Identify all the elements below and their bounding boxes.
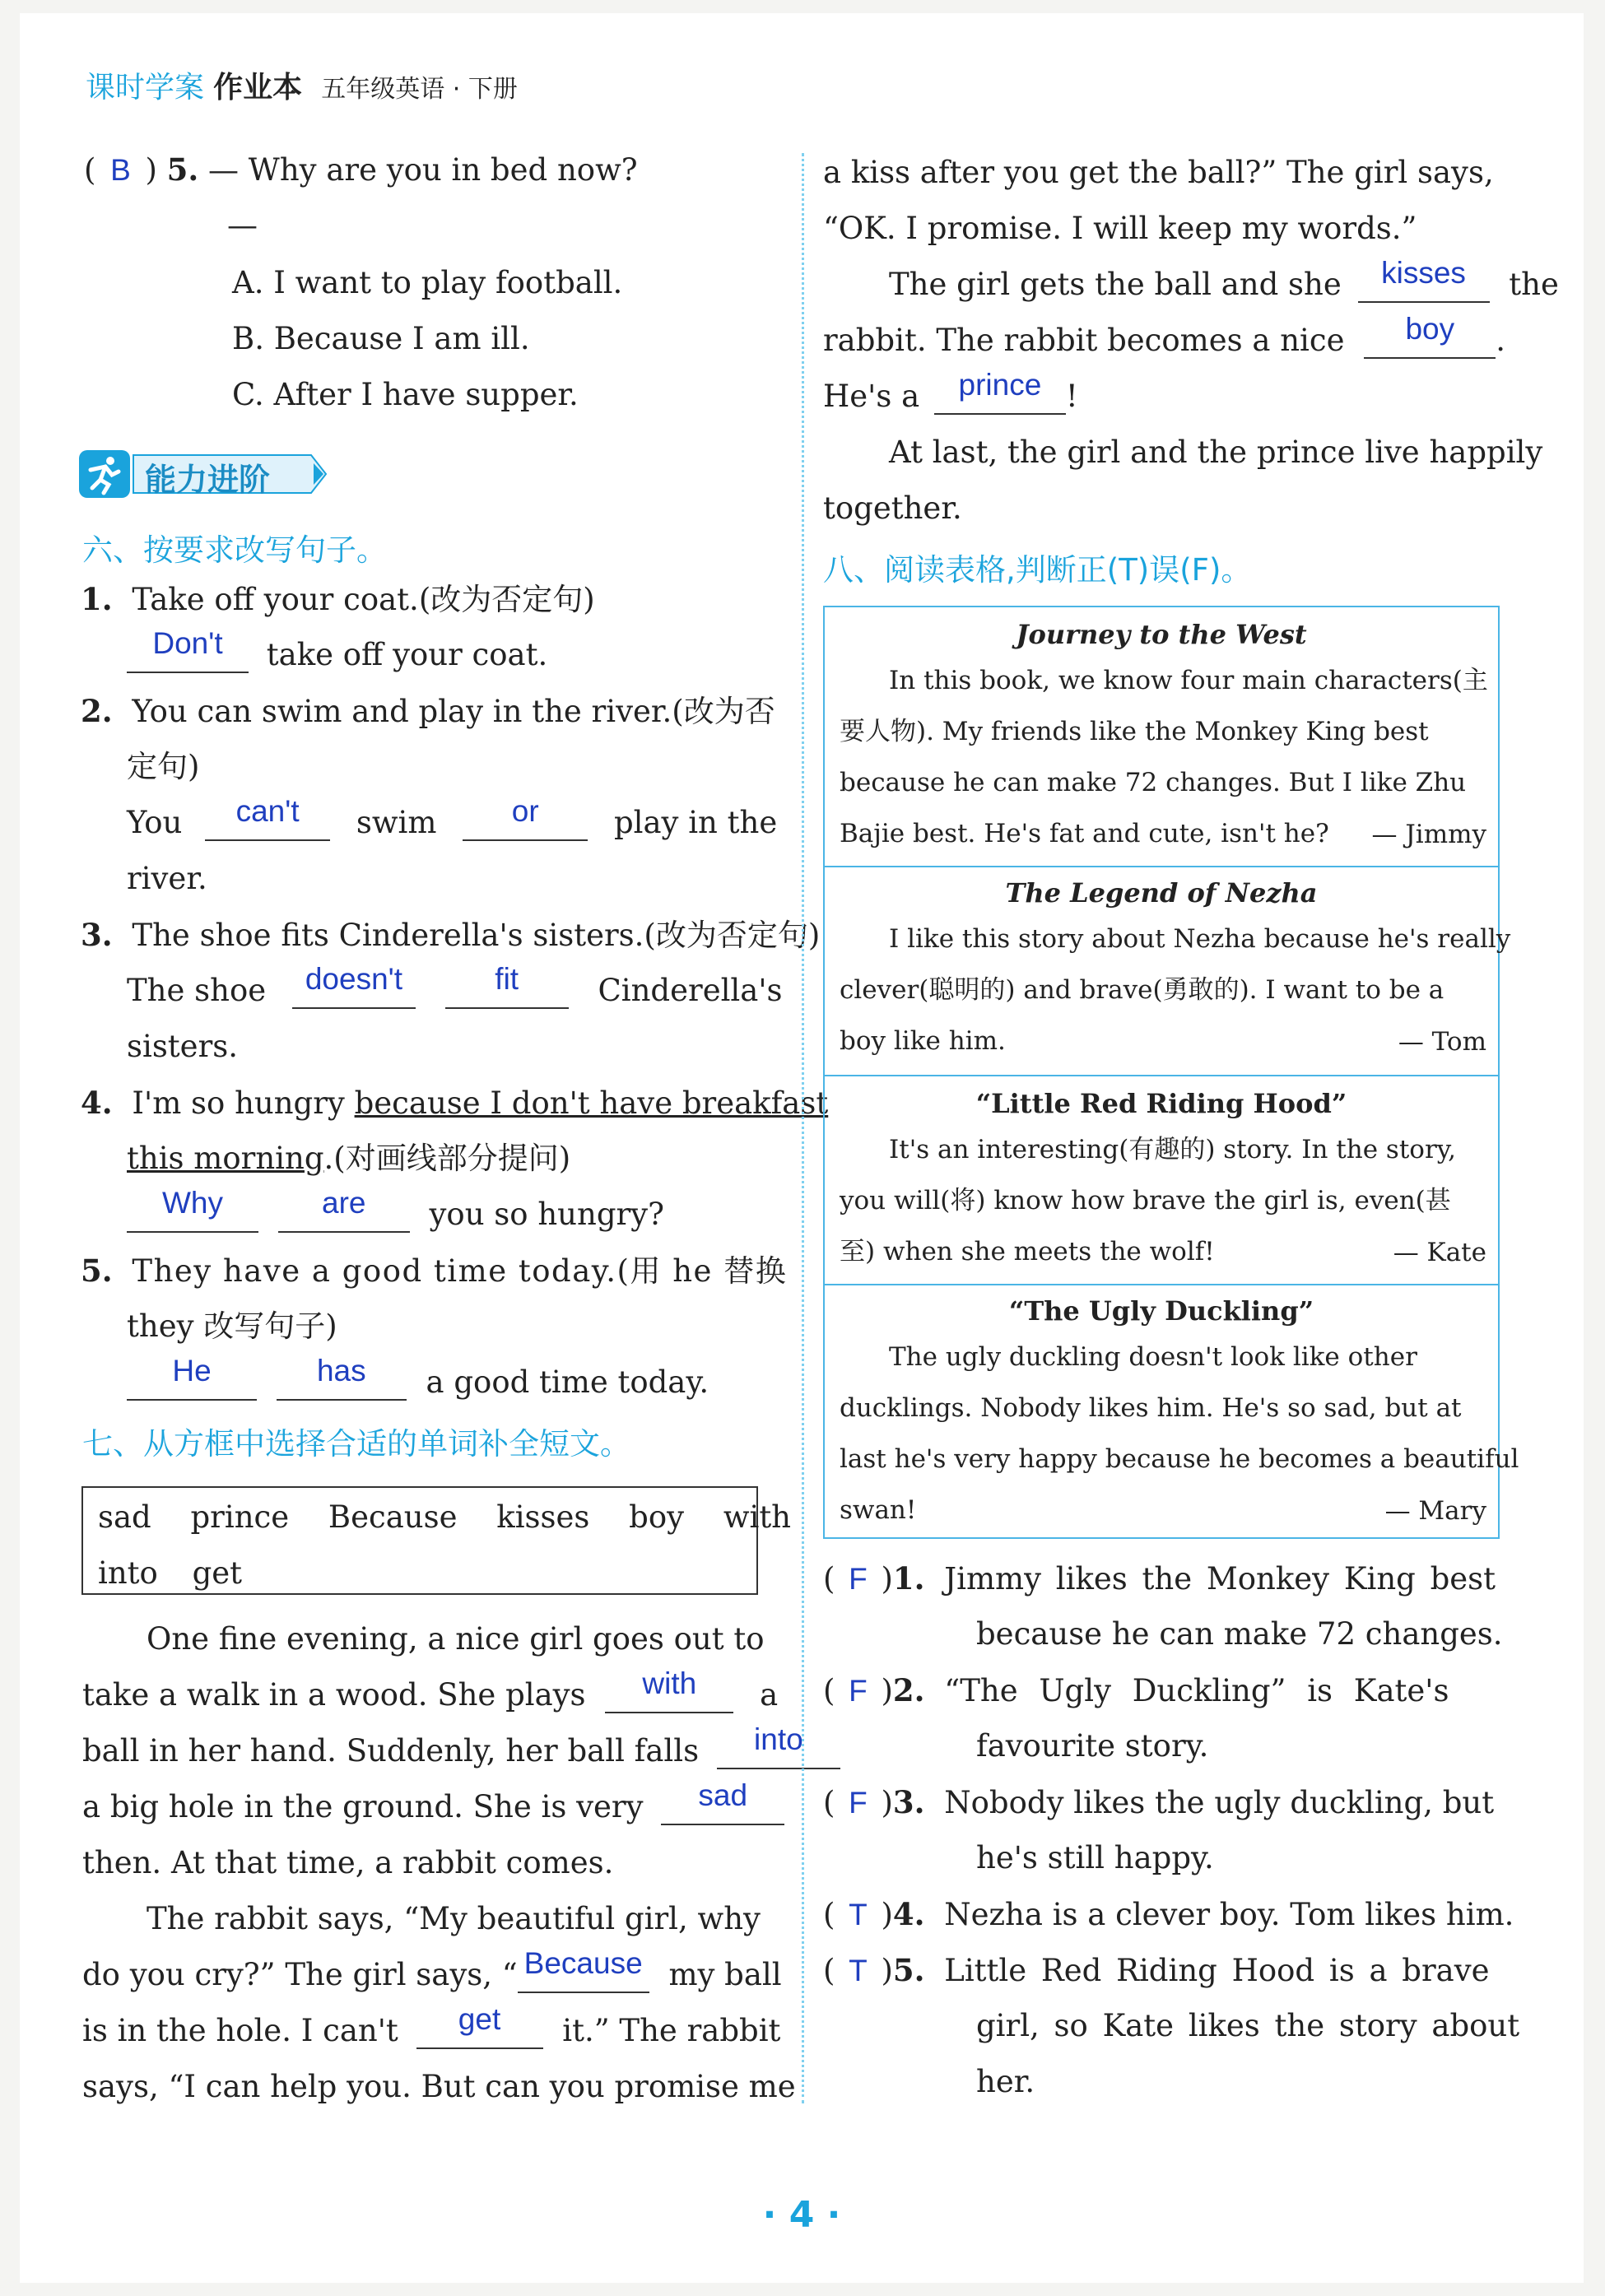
q5-question: — Why are you in bed now? [208, 152, 638, 188]
page-number: · 4 · [762, 2194, 841, 2236]
card2: The Legend of Nezha I like this story about Nezha because he's really clever(聪明的) and brave(勇敢的). I want to be a boy like him. — Tom [825, 866, 1498, 1076]
card1-title: Journey to the West [1016, 619, 1307, 650]
q5-option-a: A. I want to play football. [232, 265, 623, 300]
word-box: sad prince Because kisses boy with into get [81, 1486, 758, 1595]
s6-a1: Don't [152, 626, 223, 660]
s6-item2: 2. You can swim and play in the river.(改为否 [81, 693, 775, 729]
badge-label: 能力进阶 [145, 462, 271, 498]
header-grade: 五年级英语 · 下册 [321, 75, 518, 104]
card4: “The Ugly Duckling” The ugly duckling doesn't look like other ducklings. Nobody likes him. He's so sad, but at last he's very happy because he becomes a beautiful swan! — Mary [825, 1284, 1498, 1539]
s6-item3-answer-line: The shoe doesn't fit Cinderella's [127, 962, 783, 1008]
tf-q5: ( T )5. Little Red Riding Hood is a brave [823, 1952, 1490, 1988]
q5-line: ( B ) 5. — Why are you in bed now? [84, 151, 638, 188]
q5-dash: — [227, 207, 258, 243]
q5-answer: B [110, 153, 131, 187]
card3: “Little Red Riding Hood” It's an interesting(有趣的) story. In the story, you will(将) know how brave the girl is, even(甚 至) when she meets the wolf! — Kate [825, 1075, 1498, 1285]
q5-option-c: C. After I have supper. [232, 377, 579, 412]
section8-title: 八、阅读表格,判断正(T)误(F)。 [823, 552, 1252, 588]
q5-option-b: B. Because I am ill. [232, 321, 530, 356]
s6-item4-answer-line: Why are you so hungry? [127, 1197, 664, 1233]
s6-item4: 4. I'm so hungry because I don't have breakfast [81, 1085, 829, 1121]
card4-title: “The Ugly Duckling” [1008, 1295, 1314, 1327]
card2-title: The Legend of Nezha [1005, 877, 1318, 909]
column-divider [802, 153, 804, 2103]
header [86, 64, 518, 106]
tf-q3: ( F )3. Nobody likes the ugly duckling, but [823, 1784, 1495, 1820]
tf-q4: ( T )4. Nezha is a clever boy. Tom likes him. [823, 1896, 1514, 1932]
s6-item2-answer-line: You can't swim or play in the [127, 794, 778, 840]
header-book: 作业本 [213, 71, 303, 105]
tf-q1: ( F )1. Jimmy likes the Monkey King best [823, 1560, 1496, 1597]
tf-q2: ( F )2. “The Ugly Duckling” is Kate's [823, 1672, 1449, 1708]
s6-item5-answer-line: He has a good time today. [127, 1364, 709, 1401]
s6-item1: 1. Take off your coat.(改为否定句) [81, 581, 595, 617]
section6-title: 六、按要求改写句子。 [82, 532, 387, 568]
s6-item3: 3. The shoe fits Cinderella's sisters.(改为否定句) [81, 917, 821, 953]
workbook-page: 课时学案 作业本 五年级英语 · 下册 ( B ) 5. — Why are you in bed now? — A. I want to play football. B. Because I am ill. C. After I have supper. 能力进阶 六、按要求改写句子。 1. Take off your coat.(改为否定句) Don't take off your coat. 2. You can swim and play in the river.(改为否 定句) You can't swim or play in the river. 3. The shoe fits Cinderella's sisters.(改为否定句) The shoe doesn't fit Cinderella's sisters. 4. I'm so hungry because I don't have breakfast this morning.(对画线部分提问) Why are you so hungry? 5. They have a good time today.(用 he 替换 they 改写句子) He has a good time today. 七、从方框中选择合适的单词补全短文。 sad prince Because kisses boy with into get One fine evening, a nice girl goes out to take a walk in a wood. She plays with a ball in her hand. Suddenly, her ball falls into a big hole in the ground. She is very sad then. At that time, a rabbit comes. The rabbit says, “My beautiful girl, why do you cry?” The girl says, “ Because my ball is in the hole. I can't get it.” The rabbit says, “I can help you. But can you promise me a kiss after you get the ball?” The girl says, “OK. I promise. I will keep my words.” The girl gets the ball and she kisses the rabbit. The rabbit becomes a nice boy . He's a prince ! At last, the girl and the prince live happily together. 八、阅读表格,判断正(T)误(F)。 Journey to the West In this book, we know four main characters(主 要人物). My friends like the Monkey King best because he can make 72 changes. But I like Zhu Bajie best. He's fat and cute, isn't he? — Jimmy The Legend of Nezha I like this story about Nezha because he's really clever(聪明的) and brave(勇敢的). I want to be a boy like him. — Tom “Little Red Riding Hood” It's an interesting(有趣的) story. In the story, you will(将) know how brave the girl is, even(甚 至) when she meets the wolf! — Kate “The Ugly Duckling” The ugly duckling doesn't look like other ducklings. Nobody likes him. He's so sad, but at last he's very happy because he becomes a beautiful swan! — Mary ( F )1. Jimmy likes the Monkey King best because he can make 72 changes. ( F )2. “The Ugly Duckling” is Kate's favourite story. ( F )3. Nobody likes the ugly duckling, but he's still happy. ( T )4. Nezha is a clever boy. Tom likes him. ( T )5. Little Red Riding Hood is a brave girl, so Kate likes the story about her. · 4 · [20, 13, 1584, 2283]
header-brand: 课时学案 [86, 71, 205, 105]
section7-title: 七、从方框中选择合适的单词补全短文。 [82, 1426, 630, 1462]
ability-badge [79, 447, 334, 501]
reading-table: Journey to the West In this book, we know four main characters(主 要人物). My friends like the Monkey King best because he can make 72 changes. But I like Zhu Bajie best. He's fat and cute, isn't he? — Jimmy The Legend of Nezha I like this story about Nezha because he's really clever(聪明的) and brave(勇敢的). I want to be a boy like him. — Tom “Little Red Riding Hood” It's an interesting(有趣的) story. In the story, you will(将) know how brave the girl is, even(甚 至) when she meets the wolf! — Kate “The Ugly Duckling” The ugly duckling doesn't look like other ducklings. Nobody likes him. He's so sad, but at last he's very happy because he becomes a beautiful swan! — Mary [823, 606, 1500, 1539]
s6-item5: 5. They have a good time today.(用 he 替换 [81, 1253, 788, 1289]
card3-title: “Little Red Riding Hood” [975, 1088, 1347, 1119]
s6-item1-answer-line: Don't take off your coat. [127, 637, 547, 673]
